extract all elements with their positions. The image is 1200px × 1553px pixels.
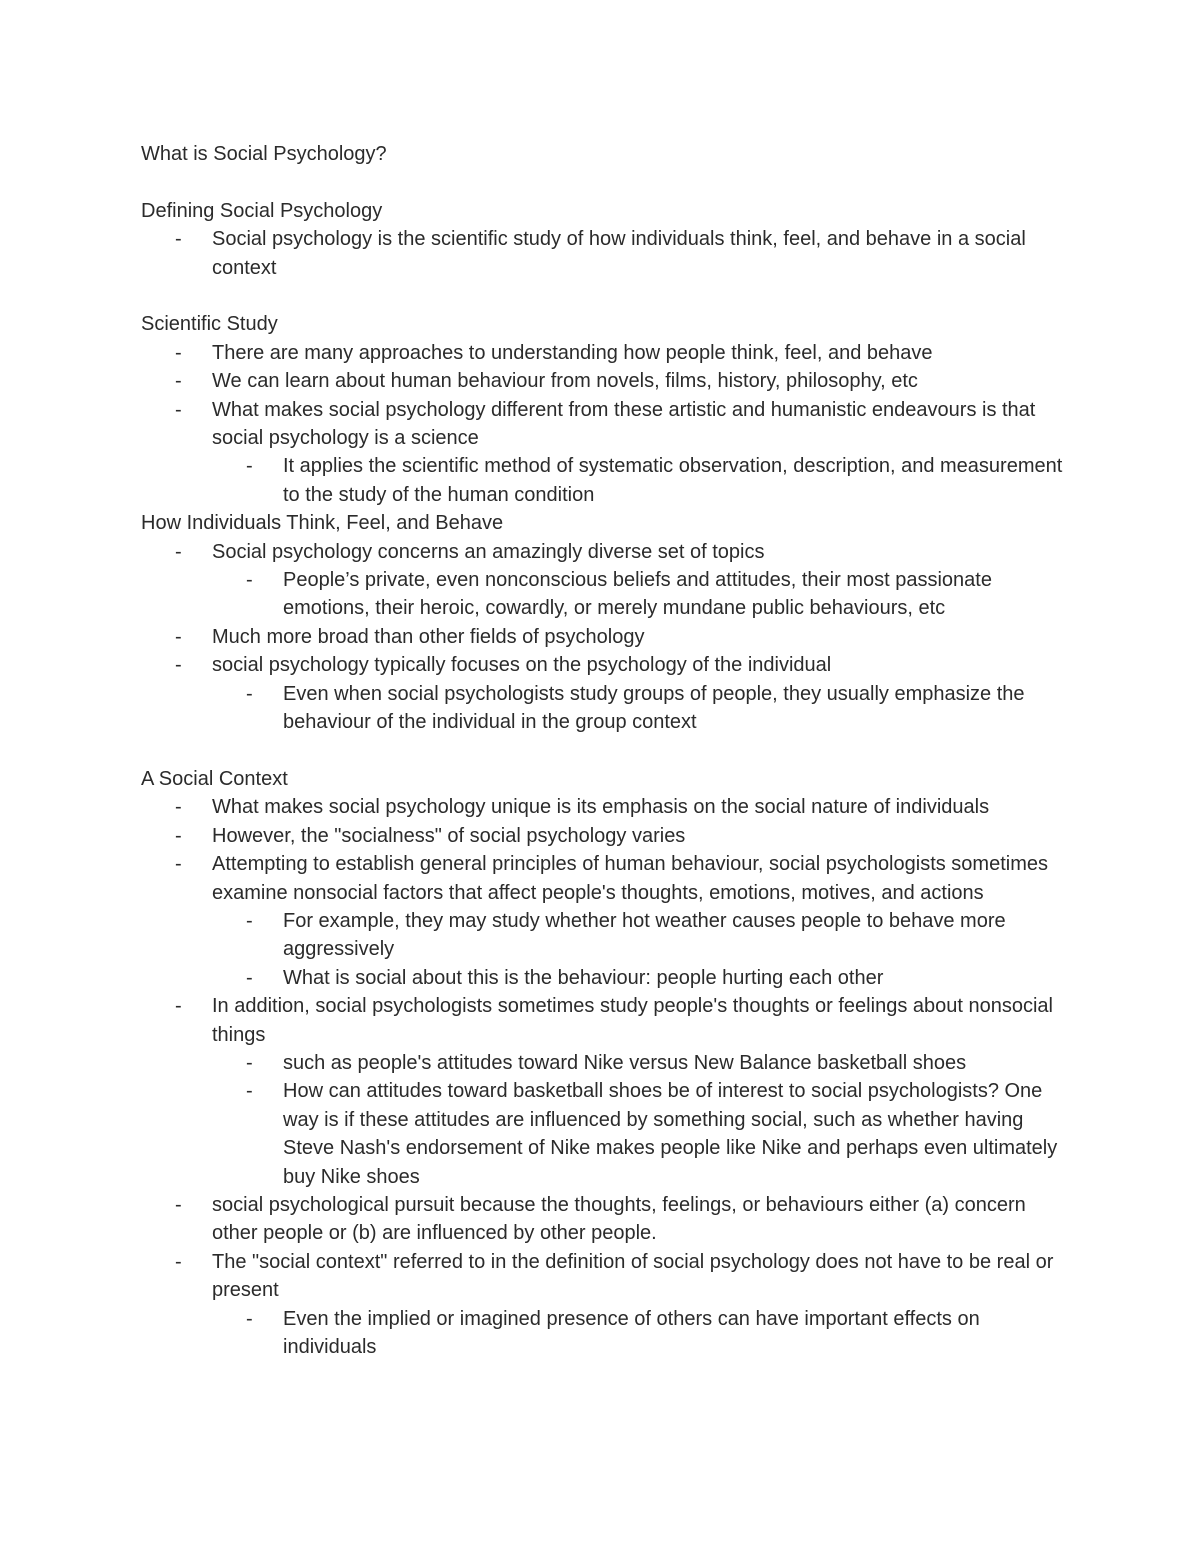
sub-list-item-text: - Even the implied or imagined presence of others can have important effects on individuals <box>283 1307 980 1359</box>
list-item-text: - There are many approaches to understanding how people think, feel, and behave <box>212 341 933 364</box>
bullet-list <box>141 538 1076 737</box>
list-item-text: - What makes social psychology different from these artistic and humanistic endeavours is that social psychology is a science <box>212 398 1036 450</box>
list-item-text: - Social psychology concerns an amazingly diverse set of topics <box>212 540 765 563</box>
list-item-text: - In addition, social psychologists sometimes study people's thoughts or feelings about nonsocial things <box>212 995 1053 1046</box>
section-heading: Scientific Study <box>141 313 278 336</box>
list-item-text: - Social psychology is the scientific study of how individuals think, feel, and behave in a social context <box>212 228 1026 279</box>
list-item-text: - We can learn about human behaviour from novels, films, history, philosophy, etc <box>212 370 918 393</box>
sub-list-item-text: - It applies the scientific method of systematic observation, description, and measurement to the study of the human condition <box>283 455 1063 506</box>
list-item <box>141 367 1076 395</box>
section-heading: Defining Social Psychology <box>141 199 383 222</box>
sub-list-item <box>212 964 1076 992</box>
document-page <box>141 140 1076 1361</box>
list-item-text: - social psychology typically focuses on the psychology of the individual <box>212 654 832 677</box>
document-title: What is Social Psychology? <box>141 143 387 165</box>
list-item-text: - Attempting to establish general principles of human behaviour, social psychologists sometimes examine nonsocial factors that affect people's thoughts, emotions, motives, and actions <box>212 853 1048 904</box>
list-item <box>141 339 1076 367</box>
list-item-text: - Much more broad than other fields of psychology <box>212 625 645 648</box>
sub-list-item-text: - such as people's attitudes toward Nike versus New Balance basketball shoes <box>283 1051 967 1074</box>
sub-bullet-list <box>212 566 1076 623</box>
sub-list-item <box>212 452 1076 509</box>
bullet-list <box>141 225 1076 282</box>
sub-list-item-text: - Even when social psychologists study groups of people, they usually emphasize the behaviour of the individual in the group context <box>283 682 1025 734</box>
list-item-text: - The "social context" referred to in the definition of social psychology does not have to be real or present <box>212 1250 1054 1302</box>
list-item <box>141 1191 1076 1248</box>
sub-list-item <box>212 1049 1076 1077</box>
document-body <box>141 197 1076 1362</box>
section-heading: How Individuals Think, Feel, and Behave <box>141 512 504 535</box>
list-item <box>141 396 1076 510</box>
sub-list-item-text: - How can attitudes toward basketball shoes be of interest to social psychologists? One way is if these attitudes are influenced by something social, such as whether having Steve Nash's endorsement of Nike makes people like Nike and perhaps even ultimately buy Nike shoes <box>283 1080 1058 1188</box>
sub-list-item-text: - People’s private, even nonconscious beliefs and attitudes, their most passionate emotions, their heroic, cowardly, or merely mundane public behaviours, etc <box>283 569 992 620</box>
list-item-text: - What makes social psychology unique is its emphasis on the social nature of individuals <box>212 796 990 819</box>
sub-list-item <box>212 1077 1076 1191</box>
list-item <box>141 1248 1076 1362</box>
list-item <box>141 623 1076 651</box>
list-item-text: - social psychological pursuit because the thoughts, feelings, or behaviours either (a) concern other people or (b) are influenced by other people. <box>212 1193 1026 1245</box>
section-spacer <box>141 282 1076 310</box>
list-item <box>141 850 1076 992</box>
section-spacer <box>141 737 1076 765</box>
sub-bullet-list <box>212 1305 1076 1362</box>
sub-bullet-list <box>212 680 1076 737</box>
bullet-list <box>141 339 1076 509</box>
list-item <box>141 651 1076 736</box>
bullet-list <box>141 793 1076 1361</box>
sub-list-item <box>212 907 1076 964</box>
list-item <box>141 992 1076 1191</box>
sub-list-item <box>212 566 1076 623</box>
sub-bullet-list <box>212 1049 1076 1191</box>
list-item <box>141 793 1076 821</box>
sub-bullet-list <box>212 907 1076 992</box>
sub-list-item <box>212 1305 1076 1362</box>
list-item-text: - However, the "socialness" of social psychology varies <box>212 824 686 847</box>
sub-list-item <box>212 680 1076 737</box>
list-item <box>141 822 1076 850</box>
list-item <box>141 225 1076 282</box>
list-item <box>141 538 1076 623</box>
sub-list-item-text: - For example, they may study whether hot weather causes people to behave more aggressively <box>283 909 1006 961</box>
sub-list-item-text: - What is social about this is the behaviour: people hurting each other <box>283 966 884 989</box>
section-heading: A Social Context <box>141 767 288 790</box>
sub-bullet-list <box>212 452 1076 509</box>
